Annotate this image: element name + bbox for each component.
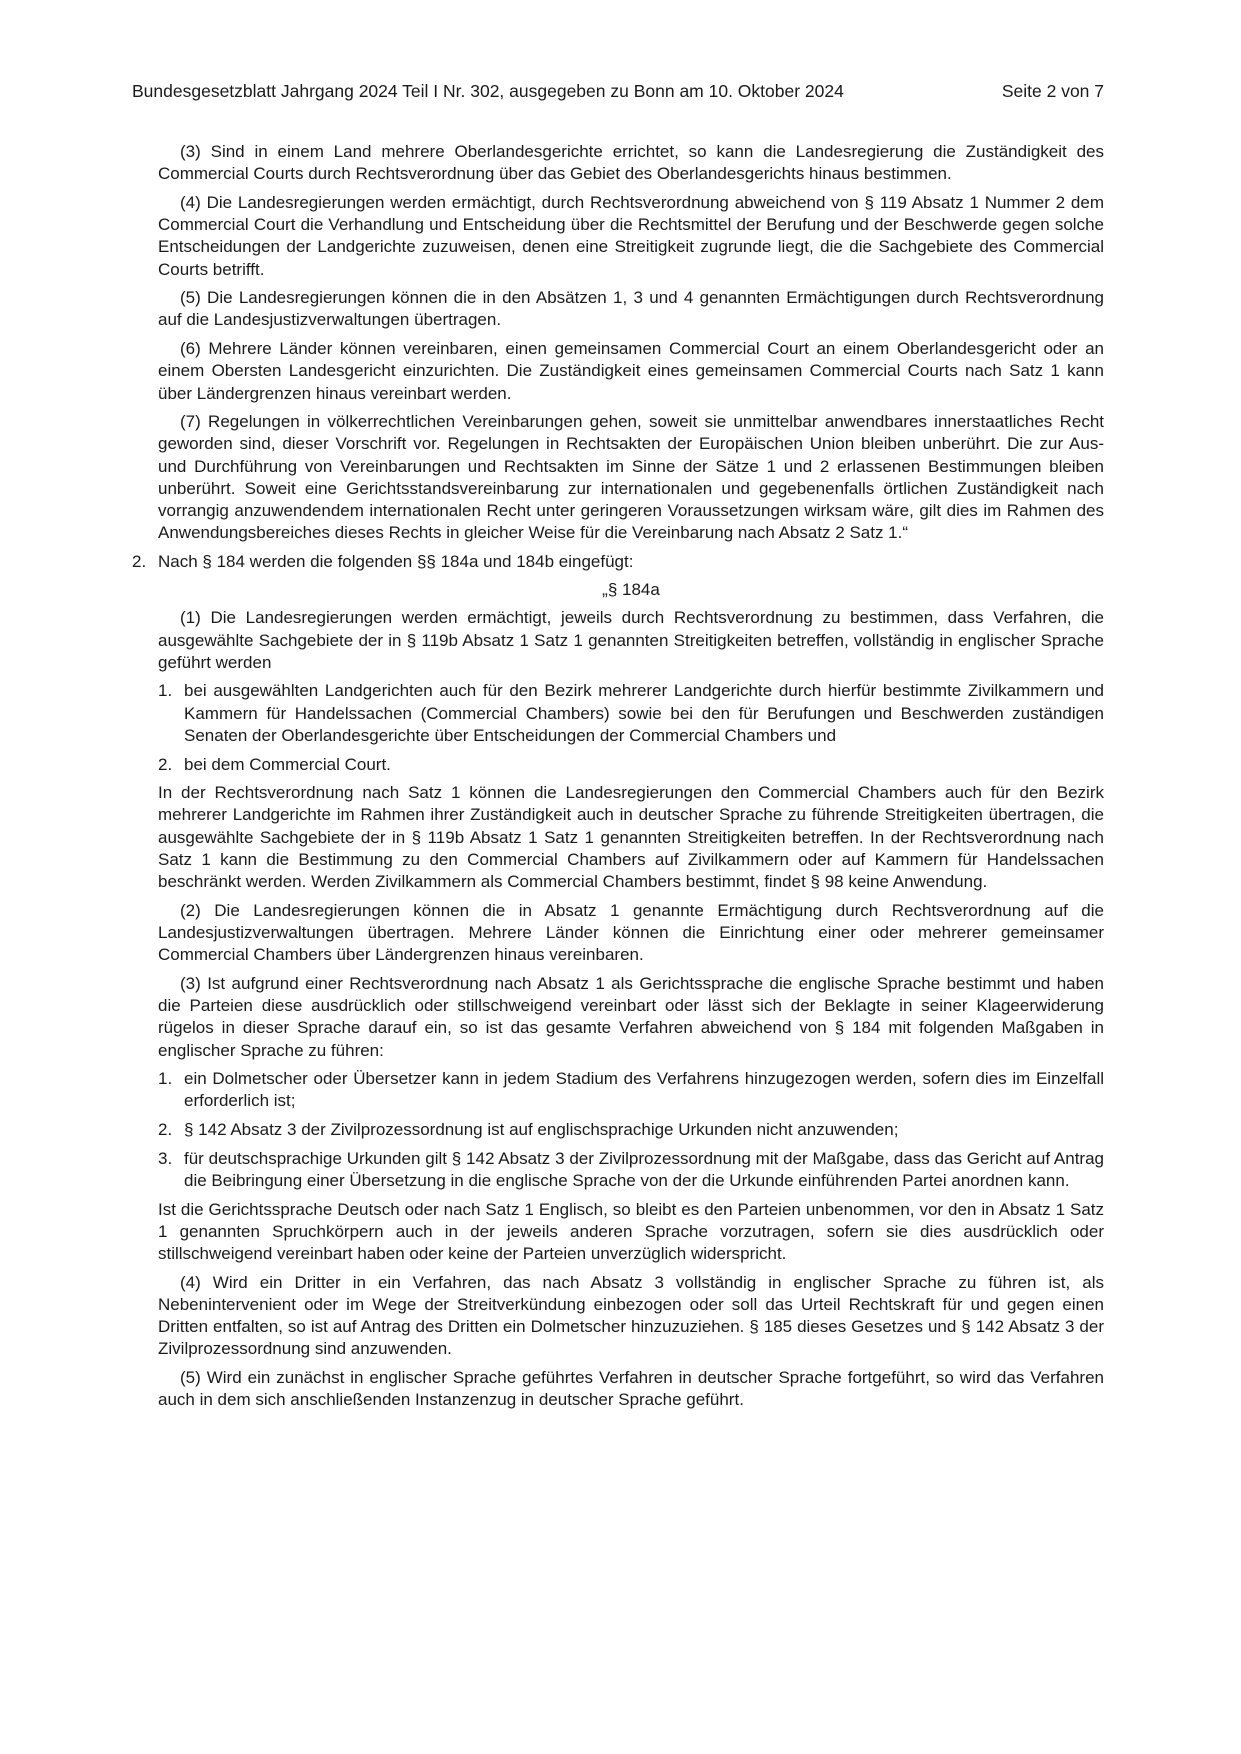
list-item-text: für deutschsprachige Urkunden gilt § 142 Absatz 3 der Zivilprozessordnung mit der Maßgabe, dass das Gericht auf Antrag die Beibringung einer Übersetzung in die englische Sprache von der die Urkunde einführenden Partei anordnen kann. (184, 1148, 1104, 1191)
list-item (158, 754, 1104, 776)
list-item-text: § 142 Absatz 3 der Zivilprozessordnung ist auf englischsprachige Urkunden nicht anzuwenden; (184, 1120, 899, 1140)
section-heading-184a: „§ 184a (602, 580, 660, 600)
list-item (158, 1148, 1104, 1192)
list-item-number: 3. (158, 1148, 173, 1168)
item-text: Nach § 184 werden die folgenden §§ 184a und 184b eingefügt: (158, 551, 634, 571)
paragraph-abs6: (6) Mehrere Länder können vereinbaren, einen gemeinsamen Commercial Court an einem Oberlandesgericht oder an einem Obersten Landesgericht einzurichten. Die Zuständigkeit eines gemeinsamen Commercial Courts nach Satz 1 kann über Ländergrenzen hinaus vereinbart werden. (158, 339, 1104, 403)
document-body (132, 141, 1104, 1418)
paragraph-abs3: (3) Sind in einem Land mehrere Oberlandesgerichte errichtet, so kann die Landesregierung die Zuständigkeit des Commercial Courts durch Rechtsverordnung über das Gebiet des Oberlandesgerichts hinaus bestimmen. (158, 142, 1104, 184)
paragraph-abs5: (5) Die Landesregierungen können die in den Absätzen 1, 3 und 4 genannten Ermächtigungen durch Rechtsverordnung auf die Landesjustizverwaltungen übertragen. (158, 288, 1104, 330)
list-item-number: 2. (158, 754, 173, 774)
paragraph-184a-abs4: (4) Wird ein Dritter in ein Verfahren, das nach Absatz 3 vollständig in englischer Sprache zu führen ist, als Nebenintervenient oder im Wege der Streitverkündung einbezogen oder soll das Urteil Rechtskraft für und gegen einen Dritten entfalten, so ist auf Antrag des Dritten ein Dolmetscher hinzuzuziehen. § 185 dieses Gesetzes und § 142 Absatz 3 der Zivilprozessordnung sind anzuwenden. (158, 1272, 1104, 1359)
list-item-number: 2. (158, 1120, 173, 1140)
paragraph-184a-abs1-intro: (1) Die Landesregierungen werden ermächtigt, jeweils durch Rechtsverordnung zu bestimmen, dass Verfahren, die ausgewählte Sachgebiete der in § 119b Absatz 1 Satz 1 genannten Streitigkeiten betreffen, vollständig in englischer Sprache geführt werden (158, 608, 1104, 672)
paragraph-abs7: (7) Regelungen in völkerrechtlichen Vereinbarungen gehen, soweit sie unmittelbar anwendbares innerstaatliches Recht geworden sind, dieser Vorschrift vor. Regelungen in Rechtsakten der Europäischen Union bleiben unberührt. Die zur Aus- und Durchführung von Vereinbarungen und Rechtsakten im Sinne der Sätze 1 und 2 erlassenen Bestimmungen bleiben unberührt. Soweit eine Gerichtsstandsvereinbarung zur internationalen und gegebenenfalls örtlichen Zuständigkeit nach vorrangig anzuwendendem internationalen Recht unter geringeren Voraussetzungen wirksam wäre, gilt dies im Rahmen des Anwendungsbereiches dieses Rechts in gleicher Weise für die Vereinbarung nach Absatz 2 Satz 1.“ (158, 412, 1104, 543)
paragraph-abs4: (4) Die Landesregierungen werden ermächtigt, durch Rechtsverordnung abweichend von § 119 Absatz 1 Nummer 2 dem Commercial Court die Verhandlung und Entscheidung über die Rechtsmittel der Berufung und der Beschwerde gegen solche Entscheidungen der Landgerichte zuzuweisen, denen eine Streitigkeit zugrunde liegt, die die Sachgebiete des Commercial Courts betrifft. (158, 192, 1104, 279)
list-item-text: ein Dolmetscher oder Übersetzer kann in jedem Stadium des Verfahrens hinzugezogen werden, sofern dies im Einzelfall erforderlich ist; (184, 1069, 1104, 1111)
list-item (158, 1119, 1104, 1141)
paragraph-184a-abs1-rest: In der Rechtsverordnung nach Satz 1 können die Landesregierungen den Commercial Chambers auch für den Bezirk mehrerer Landgerichte im Rahmen ihrer Zuständigkeit auch in deutscher Sprache zu führende Streitigkeiten übertragen, die ausgewählte Sachgebiete der in § 119b Absatz 1 Satz 1 genannten Streitigkeiten betreffen. In der Rechtsverordnung nach Satz 1 kann die Bestimmung zu den Commercial Chambers auf Zivilkammern oder auf Kammern für Handelssachen beschränkt werden. Werden Zivilkammern als Commercial Chambers bestimmt, findet § 98 keine Anwendung. (158, 783, 1104, 892)
paragraph-184a-abs2: (2) Die Landesregierungen können die in Absatz 1 genannte Ermächtigung durch Rechtsverordnung auf die Landesjustizverwaltungen übertragen. Mehrere Länder können die Einrichtung einer oder mehrerer gemeinsamer Commercial Chambers über Ländergrenzen hinaus vereinbaren. (158, 900, 1104, 965)
list-item-number: 1. (158, 681, 173, 701)
list-item-text: bei ausgewählten Landgerichten auch für den Bezirk mehrerer Landgerichte durch hierfür bestimmte Zivilkammern und Kammern für Handelssachen (Commercial Chambers) sowie bei den für Berufungen und Beschwerden zuständigen Senaten der Oberlandesgerichte über Entscheidungen der Commercial Chambers und (184, 681, 1104, 745)
list-item (158, 680, 1104, 747)
list-item-number: 1. (158, 1069, 173, 1089)
amendment-item-2 (132, 551, 1104, 573)
item-number: 2. (132, 551, 147, 571)
list-item (158, 1068, 1104, 1112)
page-number: Seite 2 von 7 (1001, 81, 1104, 101)
list-item-text: bei dem Commercial Court. (184, 754, 391, 774)
paragraph-184a-abs3-rest: Ist die Gerichtssprache Deutsch oder nach Satz 1 Englisch, so bleibt es den Parteien unbenommen, vor den in Absatz 1 Satz 1 genannten Spruchkörpern auch in der jeweils anderen Sprache vorzutragen, sofern sie dies ausdrücklich oder stillschweigend vereinbart haben oder keine der Parteien unverzüglich widerspricht. (158, 1199, 1104, 1264)
paragraph-184a-abs3-intro: (3) Ist aufgrund einer Rechtsverordnung nach Absatz 1 als Gerichtssprache die englische Sprache bestimmt und haben die Parteien diese ausdrücklich oder stillschweigend vereinbart oder lässt sich der Beklagte in seiner Klageerwiderung rügelos in dieser Sprache darauf ein, so ist das gesamte Verfahren abweichend von § 184 mit folgenden Maßgaben in englischer Sprache zu führen: (158, 973, 1104, 1060)
publication-line: Bundesgesetzblatt Jahrgang 2024 Teil I Nr. 302, ausgegeben zu Bonn am 10. Oktober 2024 (132, 81, 844, 101)
paragraph-184a-abs5: (5) Wird ein zunächst in englischer Sprache geführtes Verfahren in deutscher Sprache fortgeführt, so wird das Verfahren auch in dem sich anschließenden Instanzenzug in deutscher Sprache geführt. (158, 1368, 1104, 1410)
